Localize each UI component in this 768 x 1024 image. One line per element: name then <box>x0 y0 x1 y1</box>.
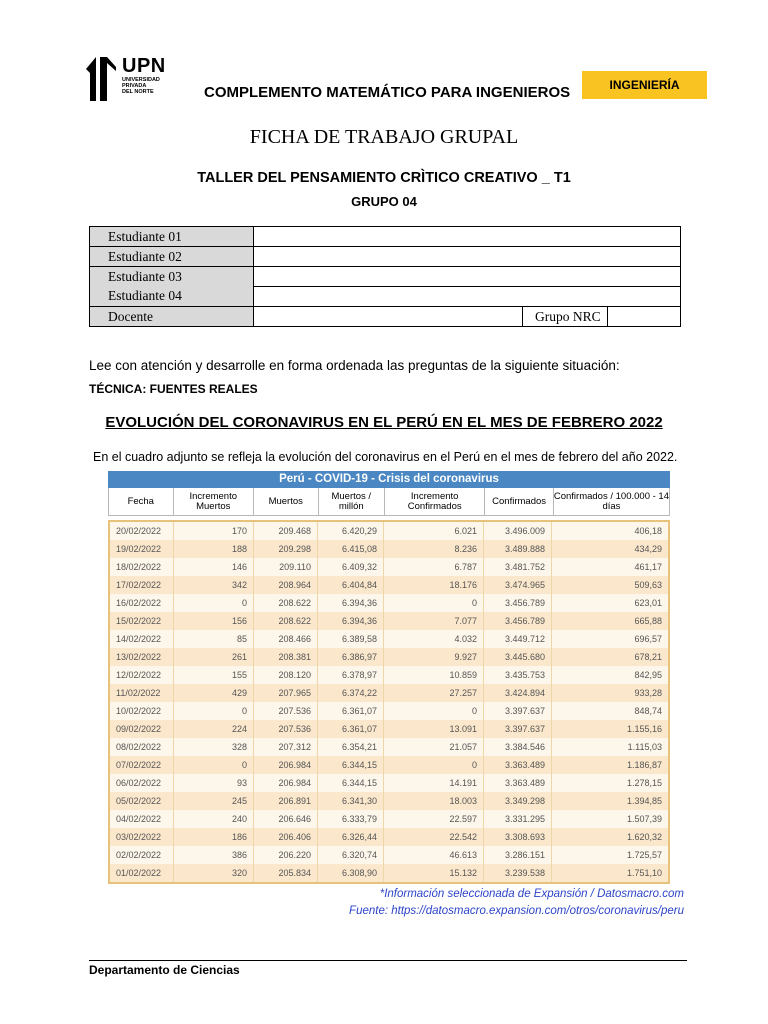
student-table <box>89 226 681 327</box>
column-header: Incremento Confirmados <box>385 488 485 515</box>
logo-brand: UPN <box>122 55 166 77</box>
table-cell: 03/02/2022 <box>110 828 174 846</box>
table-cell: 6.415,08 <box>318 540 384 558</box>
docente-field[interactable] <box>254 307 523 327</box>
table-cell: 6.320,74 <box>318 846 384 864</box>
table-cell: 6.389,58 <box>318 630 384 648</box>
table-cell: 1.278,15 <box>626 778 662 788</box>
table-cell: 3.286.151 <box>484 846 552 864</box>
table-cell: 10.859 <box>384 666 484 684</box>
table-cell: 8.236 <box>384 540 484 558</box>
document-title: FICHA DE TRABAJO GRUPAL <box>249 126 519 148</box>
table-cell: 209.468 <box>254 522 318 540</box>
source-url[interactable]: Fuente: https://datosmacro.expansion.com/otros/coronavirus/peru <box>349 905 684 917</box>
table-cell: 02/02/2022 <box>110 846 174 864</box>
table-cell: 206.406 <box>254 828 318 846</box>
table-cell: 208.964 <box>254 576 318 594</box>
table-cell: 208.466 <box>254 630 318 648</box>
table-cell: 206.220 <box>254 846 318 864</box>
column-header: Incremento Muertos <box>174 488 254 515</box>
student-label-4: Estudiante 04 <box>90 287 254 307</box>
table-cell: 6.386,97 <box>318 648 384 666</box>
table-row <box>90 267 681 287</box>
covid-table-title: Perú - COVID-19 - Crisis del coronavirus <box>108 471 670 488</box>
table-cell: 08/02/2022 <box>110 738 174 756</box>
table-cell: 93 <box>174 774 254 792</box>
table-cell: 07/02/2022 <box>110 756 174 774</box>
table-cell: 3.435.753 <box>484 666 552 684</box>
table-row <box>110 684 668 702</box>
table-cell: 6.344,15 <box>318 756 384 774</box>
table-cell: 1.394,85 <box>626 796 662 806</box>
table-cell: 27.257 <box>384 684 484 702</box>
grupo-nrc-label: Grupo NRC <box>523 307 608 327</box>
table-cell: 146 <box>174 558 254 576</box>
student-label-3: Estudiante 03 <box>90 267 254 287</box>
table-cell: 3.397.637 <box>484 702 552 720</box>
docente-label: Docente <box>90 307 254 327</box>
table-cell: 678,21 <box>634 652 662 662</box>
table-row <box>110 846 668 864</box>
table-cell: 3.481.752 <box>484 558 552 576</box>
source-credit: *Información seleccionada de Expansión / Datosmacro.com <box>379 888 684 900</box>
table-cell: 3.384.546 <box>484 738 552 756</box>
table-cell: 320 <box>174 864 254 882</box>
table-cell: 665,88 <box>634 616 662 626</box>
table-row <box>110 702 668 720</box>
covid-table-header <box>108 488 670 516</box>
table-cell: 170 <box>174 522 254 540</box>
table-cell: 188 <box>174 540 254 558</box>
table-cell: 0 <box>174 702 254 720</box>
column-header: Muertos <box>254 488 319 515</box>
table-row <box>110 576 668 594</box>
table-row <box>110 738 668 756</box>
logo-subtitle: UNIVERSIDAD PRIVADA DEL NORTE <box>122 77 160 95</box>
table-cell: 3.496.009 <box>484 522 552 540</box>
table-cell: 509,63 <box>634 580 662 590</box>
table-cell: 06/02/2022 <box>110 774 174 792</box>
table-cell: 22.542 <box>384 828 484 846</box>
grupo-nrc-field[interactable] <box>608 307 681 327</box>
student-field-2[interactable] <box>254 247 681 267</box>
table-cell: 3.424.894 <box>484 684 552 702</box>
student-field-4[interactable] <box>254 287 681 307</box>
table-cell: 4.032 <box>384 630 484 648</box>
table-cell: 14.191 <box>384 774 484 792</box>
table-cell: 205.834 <box>254 864 318 882</box>
table-cell: 6.354,21 <box>318 738 384 756</box>
technique-label: TÉCNICA: FUENTES REALES <box>89 382 258 396</box>
course-title: COMPLEMENTO MATEMÁTICO PARA INGENIEROS <box>204 84 571 101</box>
table-cell: 3.456.789 <box>484 612 552 630</box>
table-cell: 6.361,07 <box>318 720 384 738</box>
column-header: Muertos / millón <box>319 488 386 515</box>
table-cell: 14/02/2022 <box>110 630 174 648</box>
table-cell: 6.394,36 <box>318 612 384 630</box>
table-cell: 209.298 <box>254 540 318 558</box>
table-cell: 328 <box>174 738 254 756</box>
table-cell: 3.363.489 <box>484 756 552 774</box>
table-row <box>110 720 668 738</box>
table-cell: 05/02/2022 <box>110 792 174 810</box>
table-cell: 342 <box>174 576 254 594</box>
table-cell: 429 <box>174 684 254 702</box>
table-cell: 209.110 <box>254 558 318 576</box>
table-cell: 20/02/2022 <box>110 522 174 540</box>
table-cell: 6.409,32 <box>318 558 384 576</box>
table-cell: 1.115,03 <box>627 742 662 752</box>
table-cell: 155 <box>174 666 254 684</box>
table-cell: 0 <box>174 756 254 774</box>
table-cell: 85 <box>174 630 254 648</box>
table-cell: 3.489.888 <box>484 540 552 558</box>
table-row <box>110 828 668 846</box>
table-row <box>110 756 668 774</box>
table-cell: 1.751,10 <box>626 868 662 878</box>
table-cell: 461,17 <box>634 562 662 572</box>
table-cell: 696,57 <box>634 634 662 644</box>
table-cell: 1.155,16 <box>626 724 662 734</box>
intro-text: En el cuadro adjunto se refleja la evolución del coronavirus en el Perú en el mes de febrero del año 2022. <box>93 450 678 464</box>
table-cell: 6.326,44 <box>318 828 384 846</box>
column-header: Fecha <box>109 488 174 515</box>
table-cell: 0 <box>384 756 484 774</box>
table-row <box>110 540 668 558</box>
section-title: EVOLUCIÓN DEL CORONAVIRUS EN EL PERÚ EN EL MES DE FEBRERO 2022 <box>105 414 663 431</box>
column-header: Confirmados <box>485 488 554 515</box>
table-cell: 16/02/2022 <box>110 594 174 612</box>
table-row <box>110 864 668 882</box>
table-cell: 7.077 <box>384 612 484 630</box>
table-cell: 17/02/2022 <box>110 576 174 594</box>
table-row <box>110 648 668 666</box>
table-cell: 1.186,87 <box>626 760 662 770</box>
workshop-title: TALLER DEL PENSAMIENTO CRÌTICO CREATIVO _ T1 <box>197 170 571 186</box>
table-cell: 6.308,90 <box>318 864 384 882</box>
table-cell: 245 <box>174 792 254 810</box>
table-cell: 3.397.637 <box>484 720 552 738</box>
footer-divider <box>89 960 687 961</box>
group-label: GRUPO 04 <box>351 194 417 209</box>
table-cell: 208.622 <box>254 594 318 612</box>
table-cell: 0 <box>384 594 484 612</box>
table-cell: 22.597 <box>384 810 484 828</box>
student-field-1[interactable] <box>254 227 681 247</box>
table-cell: 01/02/2022 <box>110 864 174 882</box>
footer-department: Departamento de Ciencias <box>89 963 240 977</box>
table-row <box>110 630 668 648</box>
table-cell: 18.176 <box>384 576 484 594</box>
table-cell: 6.333,79 <box>318 810 384 828</box>
table-cell: 6.361,07 <box>318 702 384 720</box>
upn-arrow-logo-icon <box>86 55 116 101</box>
covid-table-body <box>108 520 670 884</box>
table-cell: 208.120 <box>254 666 318 684</box>
table-cell: 848,74 <box>634 706 662 716</box>
table-cell: 623,01 <box>634 598 662 608</box>
table-row <box>110 594 668 612</box>
table-row <box>110 792 668 810</box>
table-cell: 3.449.712 <box>484 630 552 648</box>
table-cell: 842,95 <box>634 670 662 680</box>
table-cell: 207.312 <box>254 738 318 756</box>
table-cell: 3.474.965 <box>484 576 552 594</box>
table-cell: 434,29 <box>634 544 662 554</box>
table-cell: 3.456.789 <box>484 594 552 612</box>
table-cell: 1.620,32 <box>626 832 662 842</box>
table-cell: 13/02/2022 <box>110 648 174 666</box>
table-cell: 11/02/2022 <box>110 684 174 702</box>
table-cell: 156 <box>174 612 254 630</box>
table-cell: 3.331.295 <box>484 810 552 828</box>
table-row <box>110 774 668 792</box>
table-cell: 207.536 <box>254 702 318 720</box>
table-cell: 3.363.489 <box>484 774 552 792</box>
table-cell: 3.445.680 <box>484 648 552 666</box>
table-cell: 9.927 <box>384 648 484 666</box>
table-cell: 406,18 <box>634 526 662 536</box>
table-cell: 21.057 <box>384 738 484 756</box>
table-cell: 0 <box>174 594 254 612</box>
table-cell: 12/02/2022 <box>110 666 174 684</box>
table-cell: 207.965 <box>254 684 318 702</box>
table-cell: 6.404,84 <box>318 576 384 594</box>
table-cell: 1.725,57 <box>626 850 662 860</box>
table-cell: 206.891 <box>254 792 318 810</box>
instructions-text: Lee con atención y desarrolle en forma ordenada las preguntas de la siguiente situación: <box>89 358 620 373</box>
table-cell: 206.646 <box>254 810 318 828</box>
table-cell: 19/02/2022 <box>110 540 174 558</box>
table-cell: 206.984 <box>254 774 318 792</box>
table-cell: 18.003 <box>384 792 484 810</box>
table-cell: 15.132 <box>384 864 484 882</box>
table-row <box>110 558 668 576</box>
student-label-2: Estudiante 02 <box>90 247 254 267</box>
table-cell: 10/02/2022 <box>110 702 174 720</box>
table-cell: 3.239.538 <box>484 864 552 882</box>
student-field-3[interactable] <box>254 267 681 287</box>
column-header: Confirmados / 100.000 - 14 días <box>553 491 669 512</box>
table-cell: 186 <box>174 828 254 846</box>
table-cell: 3.308.693 <box>484 828 552 846</box>
table-cell: 240 <box>174 810 254 828</box>
table-row <box>110 666 668 684</box>
student-label-1: Estudiante 01 <box>90 227 254 247</box>
table-cell: 6.021 <box>384 522 484 540</box>
table-cell: 933,28 <box>634 688 662 698</box>
table-cell: 09/02/2022 <box>110 720 174 738</box>
table-cell: 206.984 <box>254 756 318 774</box>
table-cell: 386 <box>174 846 254 864</box>
faculty-badge: INGENIERÍA <box>582 71 707 99</box>
table-row <box>110 810 668 828</box>
table-cell: 18/02/2022 <box>110 558 174 576</box>
table-row <box>90 227 681 247</box>
table-cell: 6.344,15 <box>318 774 384 792</box>
table-cell: 6.394,36 <box>318 594 384 612</box>
table-cell: 208.622 <box>254 612 318 630</box>
table-cell: 224 <box>174 720 254 738</box>
table-cell: 13.091 <box>384 720 484 738</box>
table-cell: 04/02/2022 <box>110 810 174 828</box>
table-cell: 1.507,39 <box>626 814 662 824</box>
upn-logo <box>86 55 176 101</box>
table-cell: 3.349.298 <box>484 792 552 810</box>
table-cell: 0 <box>384 702 484 720</box>
table-row <box>90 287 681 307</box>
table-cell: 15/02/2022 <box>110 612 174 630</box>
table-cell: 46.613 <box>384 846 484 864</box>
table-cell: 6.341,30 <box>318 792 384 810</box>
table-cell: 6.374,22 <box>318 684 384 702</box>
table-cell: 208.381 <box>254 648 318 666</box>
covid-data-table <box>108 471 670 884</box>
source-note <box>330 886 684 920</box>
table-cell: 261 <box>174 648 254 666</box>
table-row <box>90 247 681 267</box>
table-row <box>110 612 668 630</box>
table-cell: 6.420,29 <box>318 522 384 540</box>
table-row <box>110 522 668 540</box>
table-row <box>90 307 681 327</box>
table-cell: 207.536 <box>254 720 318 738</box>
table-cell: 6.378,97 <box>318 666 384 684</box>
table-cell: 6.787 <box>384 558 484 576</box>
